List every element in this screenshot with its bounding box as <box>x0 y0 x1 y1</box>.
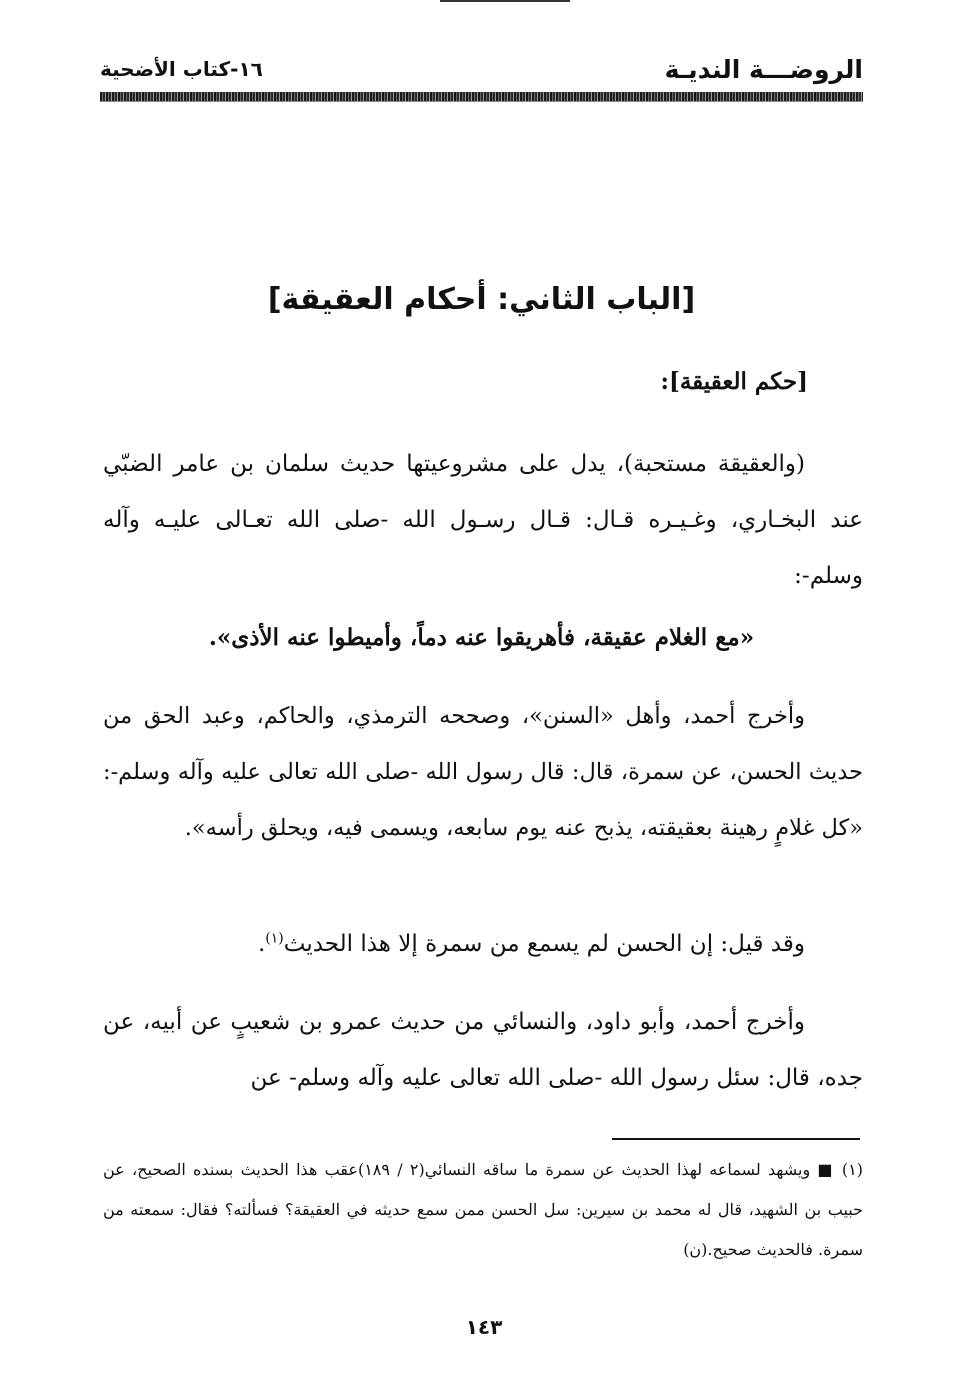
header-rule <box>100 92 863 101</box>
section-heading: [حكم العقيقة]: <box>660 368 808 395</box>
footnote-marker[interactable]: (١) <box>265 930 284 947</box>
paragraph-4-text: وقد قيل: إن الحسن لم يسمع من سمرة إلا هذا الحديث <box>283 931 805 957</box>
header-rule-thin <box>100 101 863 102</box>
paragraph-1: (والعقيقة مستحبة)، يدل على مشروعيتها حديث سلمان بن عامر الضبّي عند البخـاري، وغـيـره قـال: قـال رسـول الله -صلى الله تعـالى عليـه وآله وسلم-: <box>103 451 863 589</box>
page-number: ١٤٣ <box>465 1315 503 1339</box>
chapter-name: ١٦-كتاب الأضحية <box>100 57 263 81</box>
footnote: (١) ■ ويشهد لسماعه لهذا الحديث عن سمرة ما ساقه النسائي(٢ / ١٨٩)عقب هذا الحديث بسنده الصحيح، عن حبيب بن الشهيد، قال له محمد بن سيرين: سل الحسن ممن سمع حديثه في العقيقة؟ فسألته؟ فقال: سمعته من سمرة. فالحديث صحيح.(ن) <box>103 1160 864 1259</box>
running-header <box>100 55 863 91</box>
footnote-rule <box>612 1138 860 1140</box>
chapter-title: [الباب الثاني: أحكام العقيقة] <box>267 282 696 317</box>
paragraph-4: وقد قيل: إن الحسن لم يسمع من سمرة إلا هذا الحديث$^{(١)}$. <box>257 930 805 957</box>
hadith-quote: «مع الغلام عقيقة، فأهريقوا عنه دماً، وأميطوا عنه الأذى». <box>208 624 755 651</box>
scan-mark <box>440 0 570 2</box>
book-title: الروضـــة النديـة <box>664 55 863 84</box>
paragraph-3: وأخرج أحمد، وأهل «السنن»، وصححه الترمذي، والحاكم، وعبد الحق من حديث الحسن، عن سمرة، قال: قال رسول الله -صلى الله تعالى عليه وآله وسلم-: «كل غلامٍ رهينة بعقيقته، يذبح عنه يوم سابعه، ويسمى فيه، ويحلق رأسه». <box>103 703 863 841</box>
paragraph-5: وأخرج أحمد، وأبو داود، والنسائي من حديث عمرو بن شعيبٍ عن أبيه، عن جده، قال: سئل رسول الله -صلى الله تعالى عليه وآله وسلم- عن <box>103 1009 863 1091</box>
